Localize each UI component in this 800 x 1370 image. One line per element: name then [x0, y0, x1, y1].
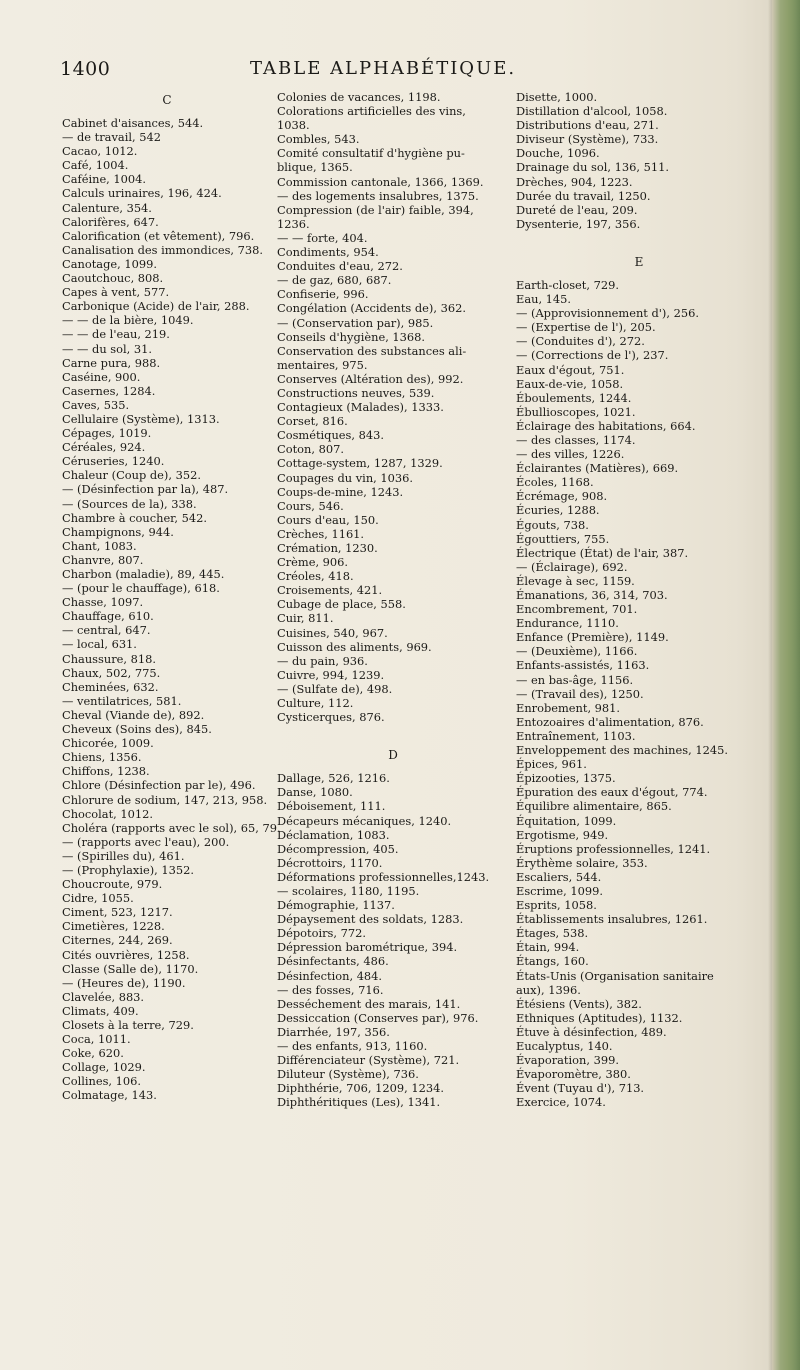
index-entry: — — du sol, 31.	[62, 341, 152, 356]
index-entry: Escrime, 1099.	[516, 883, 604, 898]
index-entry: Eau, 145.	[516, 292, 572, 307]
index-entry: Colorations artificielles des vins,	[277, 104, 466, 119]
index-entry: Céruseries, 1240.	[62, 454, 165, 469]
index-entry: Conduites d'eau, 272.	[277, 259, 403, 274]
index-entry: — (Conservation par), 985.	[277, 315, 434, 330]
index-entry: Choléra (rapports avec le sol), 65, 79.	[62, 820, 281, 835]
index-entry: Chiffons, 1238.	[62, 764, 150, 779]
index-entry: Durée du travail, 1250.	[516, 188, 651, 203]
index-entry: Évent (Tuyau d'), 713.	[516, 1081, 645, 1096]
index-entry: — (Deuxième), 1166.	[516, 644, 638, 659]
index-entry: Chaussure, 818.	[62, 651, 156, 666]
index-entry: Carbonique (Acide) de l'air, 288.	[62, 299, 250, 314]
index-entry: Coupages du vin, 1036.	[277, 470, 414, 485]
index-entry: Électrique (État) de l'air, 387.	[516, 545, 689, 560]
index-entry: Chaux, 502, 775.	[62, 665, 161, 680]
index-entry: Dépotoirs, 772.	[277, 926, 366, 941]
page-header	[60, 58, 760, 86]
index-entry: Congélation (Accidents de), 362.	[277, 301, 466, 316]
index-entry: Charbon (maladie), 89, 445.	[62, 567, 225, 581]
index-entry: Constructions neuves, 539.	[277, 385, 435, 400]
index-entry: Cosmétiques, 843.	[277, 428, 384, 443]
index-entry: Earth-closet, 729.	[516, 277, 619, 292]
index-entry: Dépaysement des soldats, 1283.	[277, 912, 464, 927]
index-entry: Collage, 1029.	[62, 1060, 146, 1075]
index-entry: Coca, 1011.	[62, 1032, 131, 1047]
index-entry: Canotage, 1099.	[62, 256, 157, 271]
index-entry: — — de l'eau, 219.	[62, 327, 170, 342]
index-entry: Étangs, 160.	[516, 954, 589, 969]
index-entry: Étages, 538.	[516, 926, 589, 941]
index-entry: Décrottoirs, 1170.	[277, 855, 383, 870]
index-entry: Crème, 906.	[277, 555, 349, 570]
index-entry: Cours d'eau, 150.	[277, 512, 379, 527]
index-entry: Éclairage des habitations, 664.	[516, 418, 696, 433]
index-entry: Colmatage, 143.	[62, 1088, 157, 1103]
index-entry: — — forte, 404.	[277, 230, 368, 245]
index-entry: aux), 1396.	[516, 982, 581, 997]
index-entry: Crèches, 1161.	[277, 526, 365, 541]
index-entry: Chicorée, 1009.	[62, 736, 154, 751]
index-entry: Cidre, 1055.	[62, 891, 134, 906]
index-entry: Chauffage, 610.	[62, 609, 154, 624]
index-entry: Carne pura, 988.	[62, 355, 161, 370]
index-entry: Chocolat, 1012.	[62, 806, 154, 821]
index-entry: Desséchement des marais, 141.	[277, 996, 461, 1011]
index-entry: Désinfection, 484.	[277, 968, 383, 983]
index-entry: — des villes, 1226.	[516, 447, 625, 462]
index-entry: Éboulements, 1244.	[516, 390, 632, 405]
index-entry: blique, 1365.	[277, 160, 353, 175]
index-entry: Closets à la terre, 729.	[62, 1018, 194, 1032]
index-entry: — des classes, 1174.	[516, 432, 636, 447]
index-entry: — (Désinfection par la), 487.	[62, 482, 229, 497]
index-entry: Diarrhée, 197, 356.	[277, 1024, 390, 1039]
index-entry: Cuir, 811.	[277, 611, 334, 626]
index-entry: Diviseur (Système), 733.	[516, 132, 659, 147]
index-entry: — des logements insalubres, 1375.	[277, 188, 479, 203]
index-entry: Chlorure de sodium, 147, 213, 958.	[62, 792, 268, 807]
index-entry: États-Unis (Organisation sanitaire	[516, 968, 714, 983]
index-entry: Équilibre alimentaire, 865.	[516, 799, 672, 814]
index-entry: Crémation, 1230.	[277, 541, 378, 555]
book-edge	[772, 0, 800, 1370]
index-entry: Climats, 409.	[62, 1003, 139, 1018]
index-entry: Ethniques (Aptitudes), 1132.	[516, 1010, 683, 1025]
index-entry: Cheveux (Soins des), 845.	[62, 722, 212, 737]
running-title: TABLE ALPHABÉTIQUE.	[250, 58, 517, 79]
index-entry: Café, 1004.	[62, 158, 129, 173]
index-entry: Culture, 112.	[277, 696, 354, 711]
index-entry: Créoles, 418.	[277, 569, 354, 584]
index-entry: Cubage de place, 558.	[277, 597, 406, 612]
index-entry: Élevage à sec, 1159.	[516, 573, 635, 588]
index-entry: Coke, 620.	[62, 1046, 124, 1061]
index-entry: Cysticerques, 876.	[277, 710, 385, 725]
index-entry: Évaporation, 399.	[516, 1053, 619, 1068]
index-entry: Cimetières, 1228.	[62, 919, 165, 934]
index-entry: Déformations professionnelles,1243.	[277, 869, 490, 884]
index-entry: Désinfectants, 486.	[277, 954, 389, 969]
index-entry: Conseils d'hygiène, 1368.	[277, 329, 426, 344]
index-entry: Émanations, 36, 314, 703.	[516, 588, 668, 602]
index-entry: Croisements, 421.	[277, 583, 383, 598]
index-entry: Entraînement, 1103.	[516, 728, 636, 743]
index-entry: Commission cantonale, 1366, 1369.	[277, 174, 484, 189]
index-entry: Dépression barométrique, 394.	[277, 940, 458, 955]
index-entry: — (Éclairage), 692.	[516, 559, 628, 574]
index-entry: Écuries, 1288.	[516, 503, 600, 518]
index-entry: Calorification (et vêtement), 796.	[62, 228, 255, 243]
index-entry: — (Approvisionnement d'), 256.	[516, 306, 699, 321]
index-entry: Décompression, 405.	[277, 841, 399, 856]
index-entry: Chiens, 1356.	[62, 750, 142, 765]
index-entry: Égouts, 738.	[516, 517, 589, 532]
index-entry: Dureté de l'eau, 209.	[516, 202, 638, 217]
index-entry: — (Sulfate de), 498.	[277, 681, 393, 696]
index-entry: Corset, 816.	[277, 414, 348, 429]
index-entry: — central, 647.	[62, 623, 151, 638]
index-entry: Confiserie, 996.	[277, 287, 369, 302]
index-entry: Épuration des eaux d'égout, 774.	[516, 785, 708, 800]
index-entry: Diphthéritiques (Les), 1341.	[277, 1095, 441, 1110]
index-entry: Démographie, 1137.	[277, 898, 395, 913]
index-entry: Citernes, 244, 269.	[62, 933, 173, 948]
index-entry: Chasse, 1097.	[62, 595, 144, 610]
index-entry: Équitation, 1099.	[516, 813, 617, 828]
index-entry: — des fosses, 716.	[277, 982, 384, 997]
index-entry: Clavelée, 883.	[62, 989, 145, 1004]
index-entry: Cheval (Viande de), 892.	[62, 707, 205, 722]
index-column-1	[62, 90, 281, 1103]
index-entry: Danse, 1080.	[277, 785, 353, 800]
index-entry: Déclamation, 1083.	[277, 827, 390, 842]
index-entry: Coton, 807.	[277, 442, 344, 457]
index-entry: — (rapports avec l'eau), 200.	[62, 834, 230, 849]
index-entry: — (Corrections de l'), 237.	[516, 348, 669, 363]
index-entry: Choucroute, 979.	[62, 877, 163, 892]
index-entry: Douche, 1096.	[516, 146, 600, 161]
index-entry: Épizooties, 1375.	[516, 771, 616, 786]
index-entry: — du pain, 936.	[277, 653, 368, 668]
index-entry: Cellulaire (Système), 1313.	[62, 411, 220, 426]
index-entry: Décapeurs mécaniques, 1240.	[277, 813, 452, 828]
index-entry: Chlore (Désinfection par le), 496.	[62, 778, 256, 793]
index-entry: Égouttiers, 755.	[516, 531, 610, 546]
index-entry: Différenciateur (Système), 721.	[277, 1053, 460, 1068]
index-entry: Colonies de vacances, 1198.	[277, 90, 441, 104]
index-entry: 1236.	[277, 216, 310, 231]
index-entry: Enfance (Première), 1149.	[516, 630, 669, 645]
index-entry: Esprits, 1058.	[516, 898, 597, 913]
index-entry: Endurance, 1110.	[516, 616, 619, 631]
index-entry: Chanvre, 807.	[62, 552, 144, 567]
index-entry: Drainage du sol, 136, 511.	[516, 160, 669, 175]
index-entry: Écoles, 1168.	[516, 475, 594, 490]
index-entry: — en bas-âge, 1156.	[516, 672, 634, 687]
section-letter: D	[388, 748, 398, 763]
index-entry: Éruptions professionnelles, 1241.	[516, 841, 711, 856]
index-entry: Caséine, 900.	[62, 369, 141, 384]
index-entry: — — de la bière, 1049.	[62, 313, 194, 328]
index-entry: Cottage-system, 1287, 1329.	[277, 456, 443, 471]
index-entry: — (Conduites d'), 272.	[516, 334, 645, 349]
index-entry: Dysenterie, 197, 356.	[516, 216, 641, 231]
index-entry: Encombrement, 701.	[516, 602, 638, 617]
index-column-2	[277, 90, 509, 1109]
index-entry: Cours, 546.	[277, 498, 344, 513]
index-entry: Diphthérie, 706, 1209, 1234.	[277, 1081, 444, 1096]
index-entry: Dallage, 526, 1216.	[277, 771, 390, 786]
index-entry: Érythème solaire, 353.	[516, 855, 648, 870]
index-entry: Contagieux (Malades), 1333.	[277, 400, 444, 415]
index-entry: Caves, 535.	[62, 397, 130, 412]
index-entry: Conserves (Altération des), 992.	[277, 371, 464, 386]
index-entry: 1038.	[277, 118, 310, 133]
index-entry: Étain, 994.	[516, 940, 580, 955]
index-entry: — (Prophylaxie), 1352.	[62, 862, 195, 877]
index-entry: Disette, 1000.	[516, 90, 598, 104]
index-entry: Condiments, 954.	[277, 245, 379, 260]
index-entry: — de gaz, 680, 687.	[277, 273, 392, 288]
index-entry: — scolaires, 1180, 1195.	[277, 883, 420, 898]
index-entry: — (Travail des), 1250.	[516, 686, 644, 701]
index-entry: Déboisement, 111.	[277, 799, 386, 814]
index-entry: Compression (de l'air) faible, 394,	[277, 202, 474, 217]
index-entry: Cabinet d'aisances, 544.	[62, 116, 204, 130]
index-entry: Combles, 543.	[277, 132, 360, 147]
index-entry: Casernes, 1284.	[62, 383, 156, 398]
index-entry: Enfants-assistés, 1163.	[516, 658, 650, 673]
index-entry: Champignons, 944.	[62, 524, 174, 539]
index-entry: Calenture, 354.	[62, 200, 152, 215]
index-entry: Étésiens (Vents), 382.	[516, 996, 642, 1011]
index-entry: Ébullioscopes, 1021.	[516, 404, 636, 419]
index-entry: — de travail, 542	[62, 130, 161, 145]
index-entry: Chant, 1083.	[62, 538, 137, 553]
index-entry: Éclairantes (Matières), 669.	[516, 461, 679, 476]
index-column-3	[516, 90, 762, 1109]
index-entry: Cuivre, 994, 1239.	[277, 667, 385, 682]
index-entry: — des enfants, 913, 1160.	[277, 1039, 428, 1053]
index-entry: Canalisation des immondices, 738.	[62, 242, 264, 257]
index-entry: Distributions d'eau, 271.	[516, 118, 659, 133]
index-entry: Eucalyptus, 140.	[516, 1039, 613, 1053]
index-entry: Comité consultatif d'hygiène pu-	[277, 146, 465, 161]
index-entry: Coups-de-mine, 1243.	[277, 484, 404, 499]
index-entry: Cités ouvrières, 1258.	[62, 947, 190, 962]
index-entry: — local, 631.	[62, 637, 137, 652]
index-entry: Calculs urinaires, 196, 424.	[62, 186, 222, 201]
index-entry: Classe (Salle de), 1170.	[62, 961, 199, 976]
index-entry: Capes à vent, 577.	[62, 285, 170, 300]
index-entry: Caoutchouc, 808.	[62, 271, 164, 286]
index-entry: Étuve à désinfection, 489.	[516, 1024, 667, 1039]
index-entry: Eaux-de-vie, 1058.	[516, 376, 624, 391]
index-entry: Évaporomètre, 380.	[516, 1067, 631, 1082]
index-entry: — (Sources de la), 338.	[62, 496, 197, 511]
index-entry: Enveloppement des machines, 1245.	[516, 743, 728, 758]
index-entry: — (Spirilles du), 461.	[62, 848, 185, 863]
index-entry: Dessiccation (Conserves par), 976.	[277, 1010, 479, 1025]
index-entry: — (Heures de), 1190.	[62, 975, 186, 990]
index-entry: Cépages, 1019.	[62, 426, 152, 441]
index-entry: Conservation des substances ali-	[277, 343, 467, 358]
index-entry: mentaires, 975.	[277, 357, 368, 372]
index-entry: Chaleur (Coup de), 352.	[62, 468, 201, 483]
index-entry: — (Expertise de l'), 205.	[516, 320, 656, 335]
index-entry: — ventilatrices, 581.	[62, 693, 182, 708]
index-entry: Caféine, 1004.	[62, 172, 147, 187]
index-entry: Diluteur (Système), 736.	[277, 1067, 419, 1082]
index-entry: Cuisson des aliments, 969.	[277, 639, 432, 654]
index-entry: Cheminées, 632.	[62, 679, 159, 694]
index-entry: Escaliers, 544.	[516, 869, 602, 884]
index-entry: Distillation d'alcool, 1058.	[516, 104, 668, 119]
page-number: 1400	[60, 58, 111, 80]
index-entry: Exercice, 1074.	[516, 1095, 606, 1110]
index-entry: Chambre à coucher, 542.	[62, 510, 207, 525]
index-entry: — (pour le chauffage), 618.	[62, 581, 220, 596]
section-letter: E	[634, 254, 644, 269]
index-entry: Drèches, 904, 1223.	[516, 174, 633, 189]
index-entry: Calorifères, 647.	[62, 214, 159, 229]
index-entry: Cuisines, 540, 967.	[277, 625, 388, 640]
index-entry: Céréales, 924.	[62, 440, 146, 455]
index-entry: Collines, 106.	[62, 1074, 142, 1089]
index-entry: Eaux d'égout, 751.	[516, 362, 625, 377]
index-entry: Entozoaires d'alimentation, 876.	[516, 714, 704, 729]
index-entry: Écrémage, 908.	[516, 489, 608, 504]
index-entry: Épices, 961.	[516, 757, 587, 772]
section-letter: C	[162, 93, 172, 107]
index-entry: Ciment, 523, 1217.	[62, 905, 173, 920]
index-entry: Ergotisme, 949.	[516, 827, 609, 842]
index-entry: Établissements insalubres, 1261.	[516, 912, 708, 927]
index-entry: Enrobement, 981.	[516, 700, 621, 715]
index-entry: Cacao, 1012.	[62, 144, 138, 159]
